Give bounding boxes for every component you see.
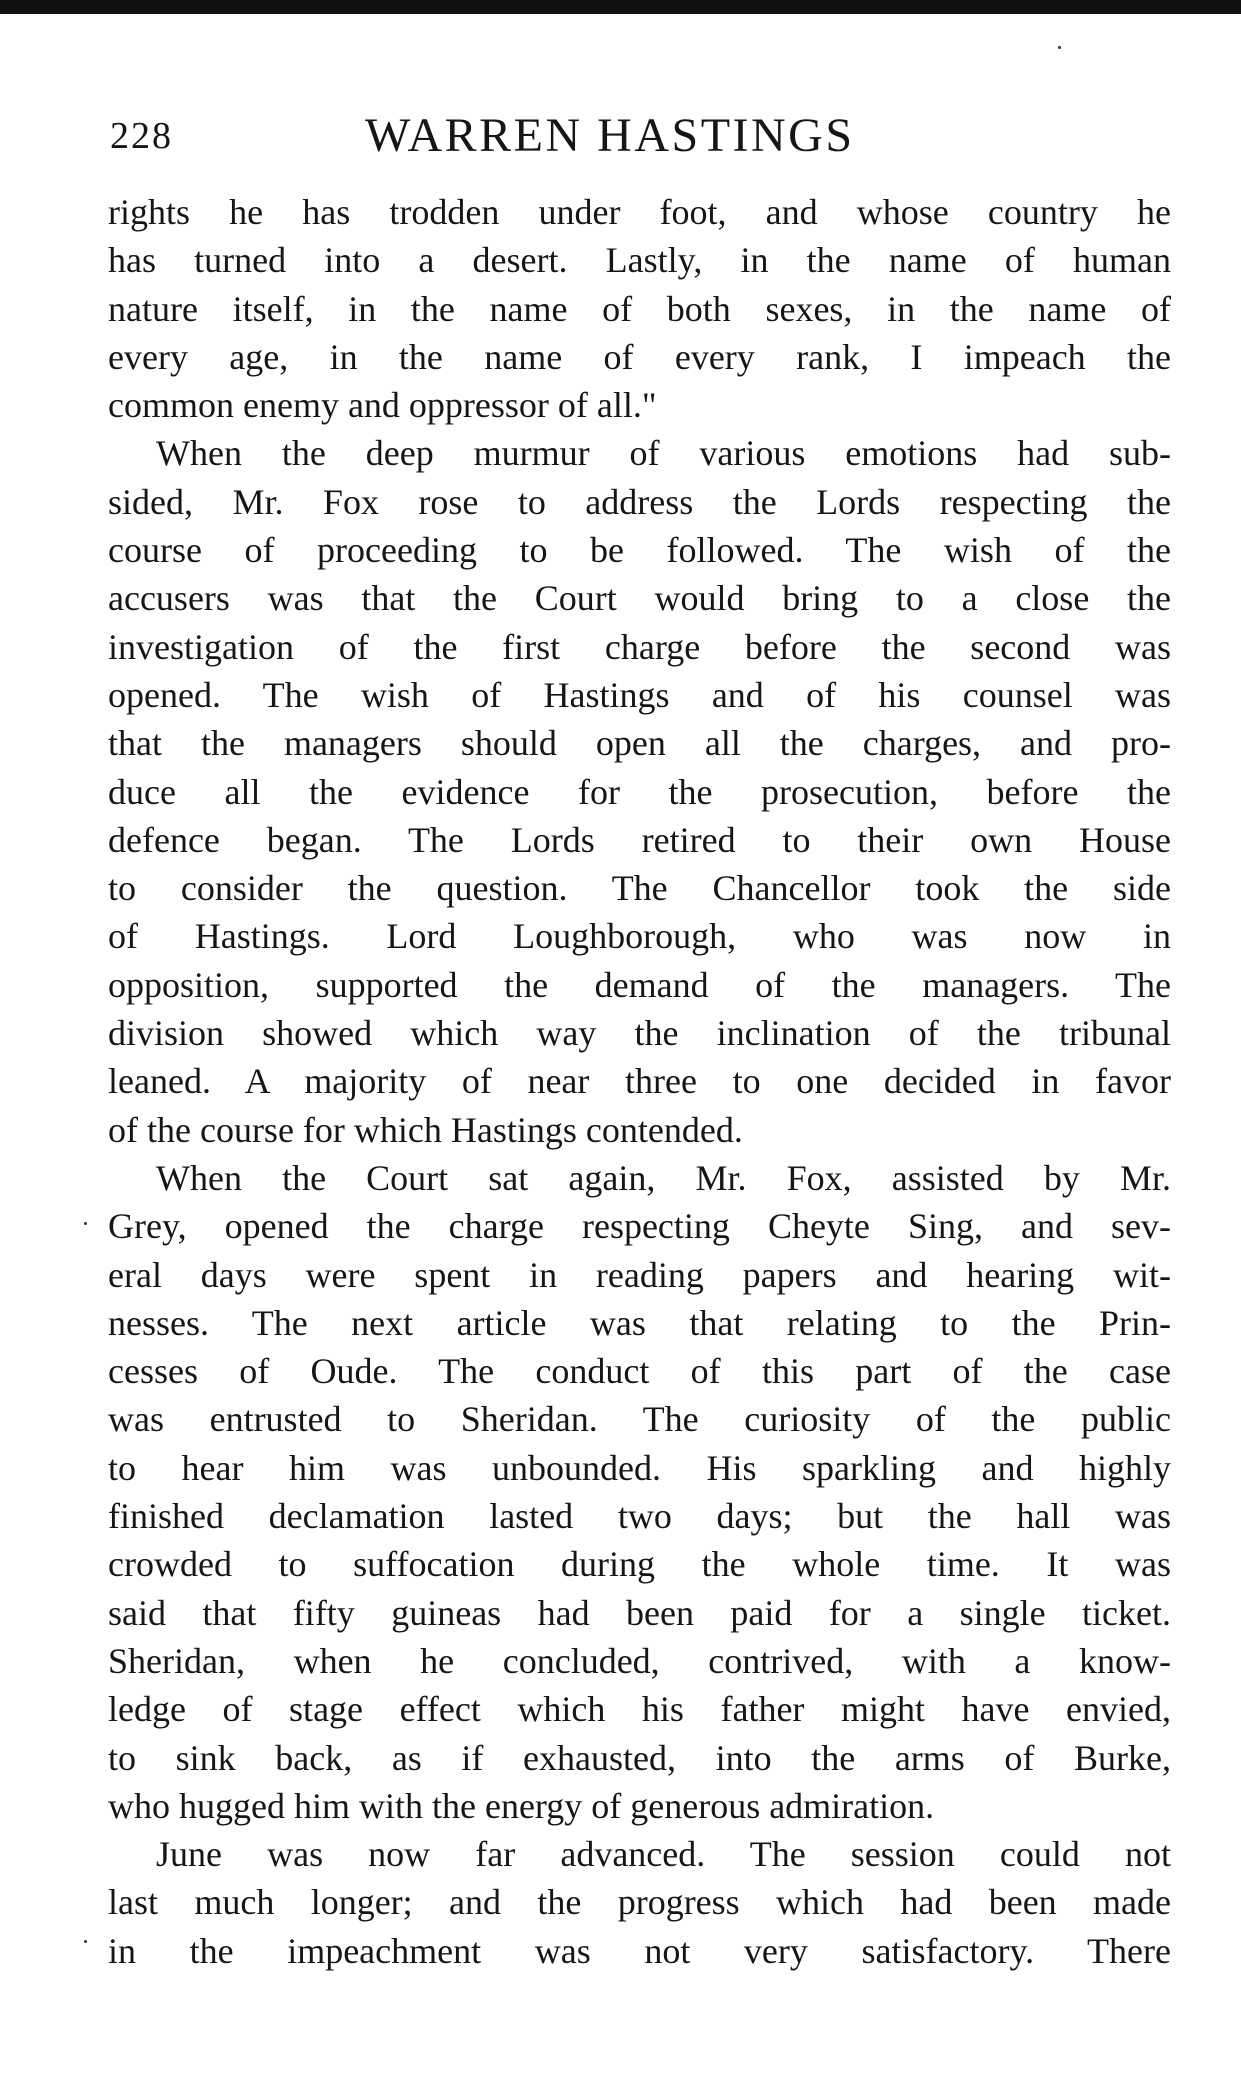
text-line: said that fifty guineas had been paid for a single ticket. <box>108 1592 1171 1633</box>
text-line: nesses. The next article was that relating to the Prin- <box>108 1302 1171 1343</box>
text-line: opposition, supported the demand of the managers. The <box>108 964 1171 1005</box>
text-line: has turned into a desert. Lastly, in the name of human <box>108 240 1171 281</box>
text-line: investigation of the first charge before the second was <box>108 626 1171 667</box>
text-line: nature itself, in the name of both sexes, in the name of <box>108 288 1171 329</box>
text-line: every age, in the name of every rank, I impeach the <box>108 336 1171 377</box>
text-line: When the Court sat again, Mr. Fox, assisted by Mr. <box>156 1157 1171 1198</box>
text-line: of the course for which Hastings contended. <box>108 1109 743 1150</box>
text-line: rights he has trodden under foot, and whose country he <box>108 192 1171 232</box>
paragraph-4 <box>108 1830 1171 1975</box>
text-line: crowded to suffocation during the whole time. It was <box>108 1544 1171 1585</box>
paragraph-1 <box>108 188 1171 429</box>
text-line: last much longer; and the progress which had been made <box>108 1882 1171 1923</box>
text-line: defence began. The Lords retired to their own House <box>108 819 1171 860</box>
running-title: WARREN HASTINGS <box>365 109 855 162</box>
text-line: to sink back, as if exhausted, into the arms of Burke, <box>108 1737 1171 1778</box>
body-text <box>108 188 1171 1975</box>
print-speck <box>84 1222 87 1225</box>
text-line: duce all the evidence for the prosecution, before the <box>108 771 1171 812</box>
text-line: ledge of stage effect which his father might have envied, <box>108 1689 1171 1730</box>
top-page-rule <box>0 0 1241 14</box>
text-line: common enemy and oppressor of all." <box>108 385 657 426</box>
text-line: of Hastings. Lord Loughborough, who was now in <box>108 916 1171 957</box>
text-line: cesses of Oude. The conduct of this part of the case <box>108 1351 1171 1392</box>
text-line: Sheridan, when he concluded, contrived, with a know- <box>108 1640 1171 1681</box>
page-number: 228 <box>110 115 173 157</box>
text-line: opened. The wish of Hastings and of his counsel was <box>108 674 1171 715</box>
paragraph-2 <box>108 429 1171 1153</box>
text-line: who hugged him with the energy of generous admiration. <box>108 1785 935 1826</box>
text-line: to consider the question. The Chancellor took the side <box>108 868 1171 909</box>
print-speck <box>1058 46 1061 49</box>
print-speck <box>84 1940 87 1943</box>
text-line: leaned. A majority of near three to one decided in favor <box>108 1061 1171 1102</box>
text-line: in the impeachment was not very satisfactory. There <box>108 1930 1171 1971</box>
text-line: finished declamation lasted two days; but the hall was <box>108 1496 1171 1537</box>
text-line: sided, Mr. Fox rose to address the Lords respecting the <box>108 481 1171 522</box>
text-line: accusers was that the Court would bring to a close the <box>108 578 1171 619</box>
text-line: that the managers should open all the charges, and pro- <box>108 723 1171 764</box>
text-line: division showed which way the inclination of the tribunal <box>108 1013 1171 1054</box>
text-line: When the deep murmur of various emotions had sub- <box>156 433 1171 474</box>
text-line: eral days were spent in reading papers and hearing wit- <box>108 1254 1171 1295</box>
running-header <box>110 108 1170 168</box>
text-line: Grey, opened the charge respecting Cheyte Sing, and sev- <box>108 1206 1171 1247</box>
text-line: June was now far advanced. The session could not <box>156 1834 1171 1875</box>
text-line: was entrusted to Sheridan. The curiosity of the public <box>108 1399 1171 1440</box>
paragraph-3 <box>108 1154 1171 1830</box>
text-line: to hear him was unbounded. His sparkling and highly <box>108 1447 1171 1488</box>
text-line: course of proceeding to be followed. The wish of the <box>108 530 1171 571</box>
